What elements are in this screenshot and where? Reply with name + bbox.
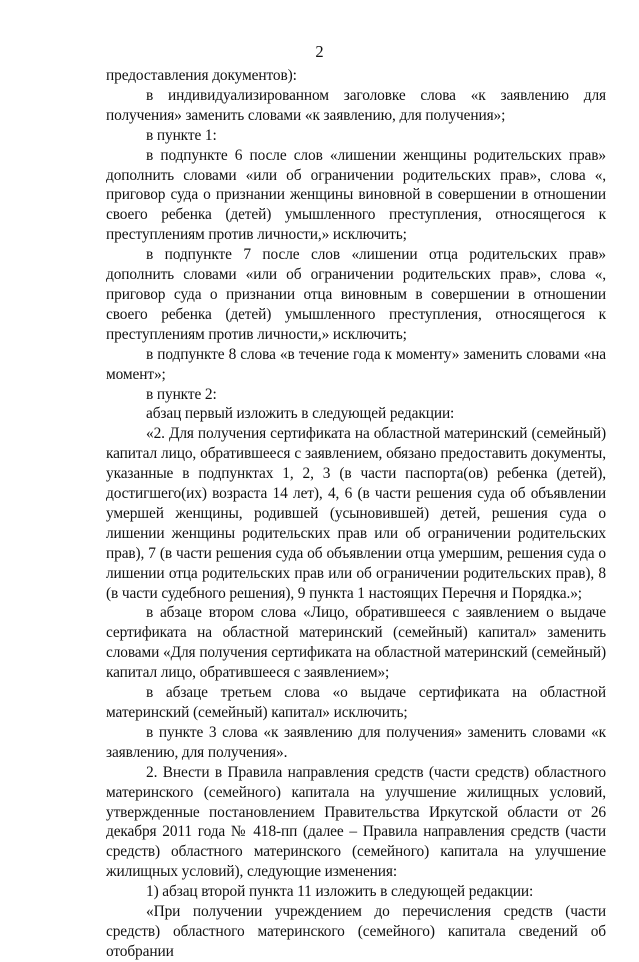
paragraph: предоставления документов): bbox=[106, 67, 297, 84]
paragraph: «При получении учреждением до перечисления средств (части средств) областного материнского (семейного) капитала сведений об отобрании bbox=[106, 903, 606, 960]
paragraph: абзац первый изложить в следующей редакции: bbox=[146, 405, 455, 423]
paragraph: в пункте 2: bbox=[146, 385, 217, 403]
paragraph: в пункте 3 слова «к заявлению для получения» заменить словами «к заявлению, для получения». bbox=[106, 723, 606, 761]
paragraph: в пункте 1: bbox=[146, 126, 217, 144]
paragraph: в абзаце втором слова «Лицо, обратившееся с заявлением о выдаче сертификата на областной материнский (семейный) капитал» заменить словами «Для получения сертификата на областной материнский (семейный) капитал лицо, обратившееся с заявлением»; bbox=[106, 604, 606, 682]
paragraph: в индивидуализированном заголовке слова «к заявлению для получения» заменить словами «к заявлению, для получения»; bbox=[106, 86, 606, 124]
paragraph: 2. Внести в Правила направления средств (части средств) областного материнского (семейного) капитала на улучшение жилищных условий, утвержденные постановлением Правительства Иркутской области от 26 декабря 2011 года № 418-пп (далее – Правила направления средств (части средств) областного материнского (семейного) капитала на улучшение жилищных условий), следующие изменения: bbox=[106, 763, 606, 881]
document-body bbox=[106, 66, 606, 962]
paragraph: в подпункте 6 после слов «лишении женщины родительских прав» дополнить словами «или об ограничении родительских прав», слова «, приговор суда о признании женщины виновной в совершении в отношении своего ребенка (детей) умышленного преступления, относящегося к преступлениям против личности,» исключить; bbox=[106, 146, 606, 244]
paragraph: в подпункте 7 после слов «лишении отца родительских прав» дополнить словами «или об ограничении родительских прав», слова «, приговор суда о признании отца виновным в совершении в отношении своего ребенка (детей) умышленного преступления, относящегося к преступлениям против личности,» исключить; bbox=[106, 246, 606, 343]
page-number: 2 bbox=[315, 42, 324, 61]
paragraph: в абзаце третьем слова «о выдаче сертификата на областной материнский (семейный) капитал» исключить; bbox=[106, 684, 606, 721]
paragraph: «2. Для получения сертификата на областной материнский (семейный) капитал лицо, обратившееся с заявлением, обязано предоставить документы, указанные в подпунктах 1, 2, 3 (в части паспорта(ов) ребенка (детей), достигшего(их) возраста 14 лет), 4, 6 (в части решения суда об объявлении умершей женщины, родившей (усыновившей) детей, решения суда о лишении женщины родительских прав или об ограничении родительских прав), 7 (в части решения суда об объявлении отца умершим, решения суда о лишении отца родительских прав или об ограничении родительских прав), 8 (в части судебного решения), 9 пункта 1 настоящих Перечня и Порядка.»; bbox=[106, 425, 606, 602]
paragraph: 1) абзац второй пункта 11 изложить в следующей редакции: bbox=[146, 883, 534, 901]
paragraph: в подпункте 8 слова «в течение года к моменту» заменить словами «на момент»; bbox=[106, 345, 606, 383]
